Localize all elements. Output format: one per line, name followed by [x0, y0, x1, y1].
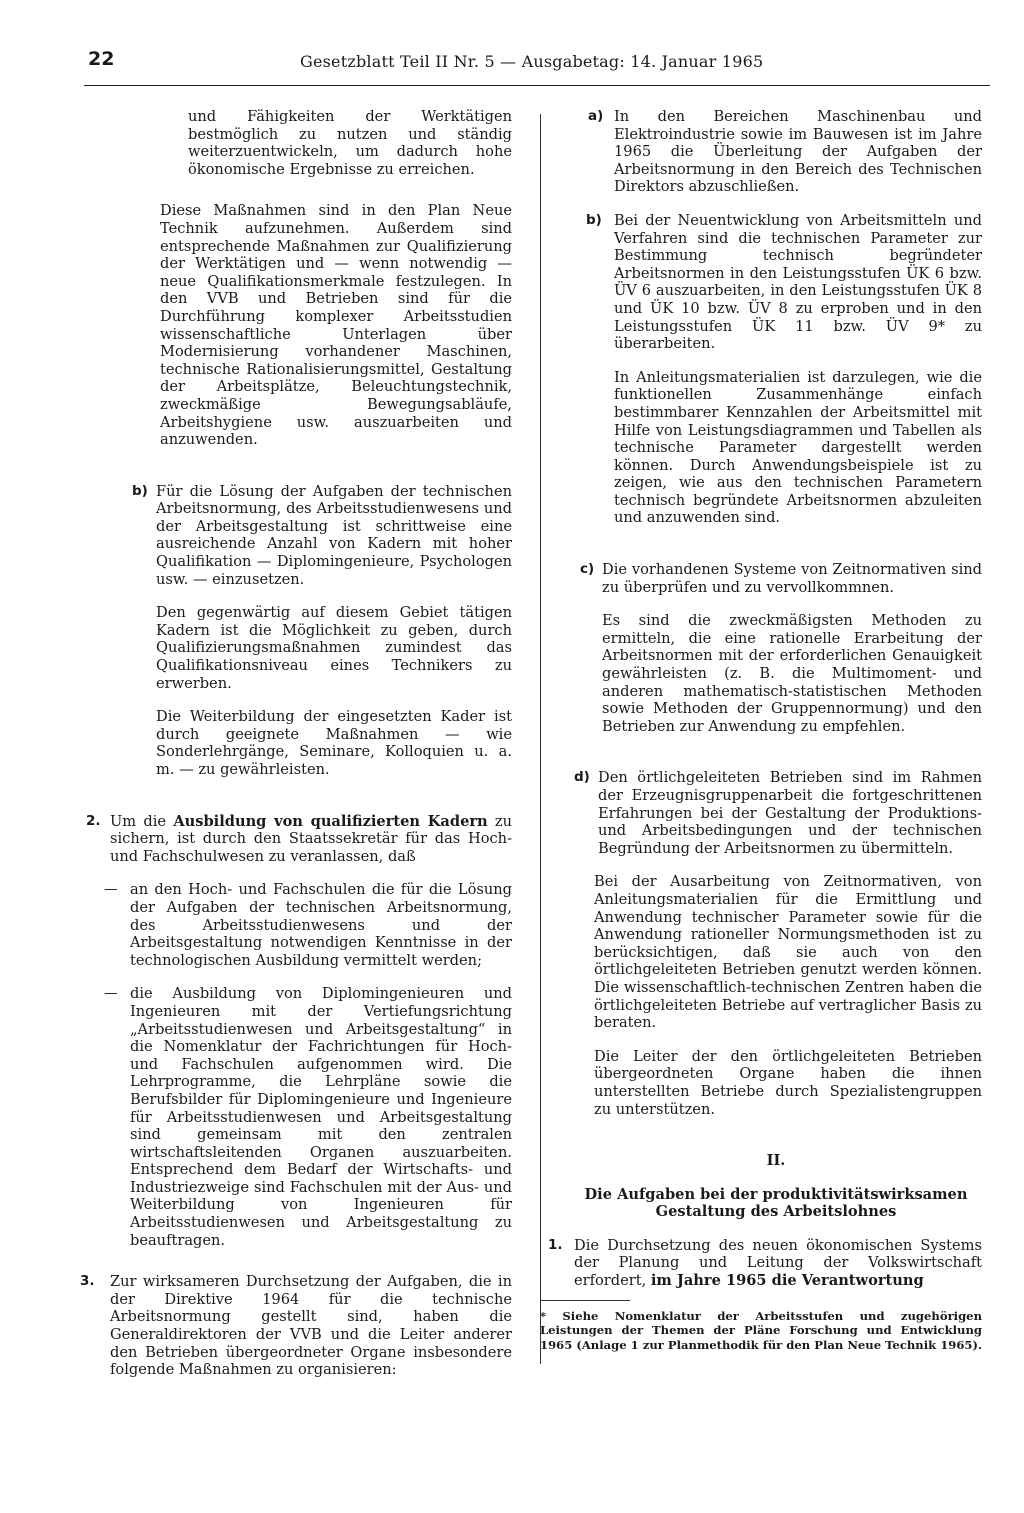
right-item-1-marker: 1. — [548, 1236, 563, 1253]
right-item-b-paragraph-2: In Anleitungsmaterialien ist darzulegen, wie die funktionellen Zusammenhänge einfach bestimmbarer Kennzahlen der Arbeitsmittel mit Hilfe von Leistungsdiagrammen und Tabellen als technische Parameter dargestellt werden können. Durch Anwendungsbeispiele ist zu zeigen, wie aus den technischen Parametern technisch begründete Arbeitsnormen abzuleiten und anzuwenden sind. — [614, 368, 982, 527]
right-item-d-marker: d) — [574, 769, 590, 786]
left-column — [80, 108, 512, 1379]
header-title: Gesetzblatt Teil II Nr. 5 — Ausgabetag: 14. Januar 1965 — [300, 52, 764, 71]
left-dash-marker-2: — — [104, 985, 118, 1002]
right-item-c-paragraph-2: Es sind die zweckmäßigsten Methoden zu ermitteln, die eine rationelle Erarbeitung der Arbeitsnormen mit der erforderlichen Genauigkeit gewährleisten (z. B. die Multimoment- und anderen mathematisch-statistischen Methoden sowie Methoden der Gruppennormung) und den Betrieben zur Anwendung zu empfehlen. — [602, 612, 982, 735]
footnote: * Siehe Nomenklatur der Arbeitsstufen und zugehörigen Leistungen der Themen der Pläne Forschung und Entwicklung 1965 (Anlage 1 zur Planmethodik für den Plan Neue Technik 1965). — [540, 1308, 982, 1352]
section-number: II. — [766, 1152, 786, 1170]
right-column — [540, 108, 982, 1352]
column-divider — [540, 114, 541, 1364]
left-item-2-text — [110, 813, 512, 866]
left-item-3-text: Zur wirksameren Durchsetzung der Aufgaben, die in der Direktive 1964 für die technische Arbeitsnormung gestellt sind, haben die Generaldirektoren der VVB und die Leiter anderer den Betrieben übergeordneter Organe insbesondere folgende Maßnahmen zu organisieren: — [110, 1273, 512, 1379]
right-item-b-text: Bei der Neuentwicklung von Arbeitsmitteln und Verfahren sind die technischen Parameter zur Bestimmung technisch begründeter Arbeitsnormen in den Leistungsstufen ÜK 6 bzw. ÜV 6 auszuarbeiten, in den Leistungsstufen ÜK 8 und ÜK 10 bzw. ÜV 8 zu erproben und in den Leistungsstufen ÜK 11 bzw. ÜV 9* zu überarbeiten. — [614, 211, 982, 353]
left-dash-item-2 — [104, 985, 512, 1249]
left-item-3 — [80, 1273, 512, 1379]
right-item-d — [574, 769, 982, 857]
section-title-line-2: Gestaltung des Arbeitslohnes — [655, 1203, 897, 1221]
left-item-2-text-start: Um die — [110, 812, 174, 830]
right-item-c — [580, 561, 982, 596]
left-paragraph-continued: und Fähigkeiten der Werktätigen bestmöglich zu nutzen und ständig weiterzuentwickeln, um dadurch hohe ökonomische Ergebnisse zu erreichen. — [188, 108, 512, 178]
right-item-a — [588, 108, 982, 196]
left-item-b — [132, 483, 512, 589]
right-item-d-paragraph-2: Bei der Ausarbeitung von Zeitnormativen, von Anleitungsmaterialien für die Ermittlung und Anwendung technischer Parameter sowie für die Anwendung rationeller Normungsmethoden ist zu berücksichtigen, daß sie auch von den örtlichgeleiteten Betrieben genutzt werden können. Die wissenschaftlich-technischen Zentren haben die örtlichgeleiteten Betriebe auf vertraglicher Basis zu beraten. — [594, 873, 982, 1032]
right-item-a-text: In den Bereichen Maschinenbau und Elektroindustrie sowie im Bauwesen ist im Jahre 1965 die Überleitung der Aufgaben der Arbeitsnormung in den Bereich des Technischen Direktors abzuschließen. — [614, 108, 982, 196]
left-paragraph-measures: Diese Maßnahmen sind in den Plan Neue Technik aufzunehmen. Außerdem sind entsprechende Maßnahmen zur Qualifizierung der Werktätigen und — wenn notwendig — neue Qualifikationsmerkmale festzulegen. In den VVB und Betrieben sind für die Durchführung komplexer Arbeitsstudien wissenschaftliche Unterlagen über Modernisierung vorhandener Maschinen, technische Rationalisierungsmittel, Gestaltung der Arbeitsplätze, Beleuchtungstechnik, zweckmäßige Bewegungsabläufe, Arbeitshygiene usw. auszuarbeiten und anzuwenden. — [160, 202, 512, 449]
section-title-line-1: Die Aufgaben bei der produktivitätswirksamen — [584, 1185, 968, 1203]
right-item-d-paragraph-3: Die Leiter der den örtlichgeleiteten Betrieben übergeordneten Organe haben die ihnen unterstellten Betriebe durch Spezialistengruppen zu unterstützen. — [594, 1047, 982, 1118]
right-item-b-marker: b) — [586, 211, 602, 228]
left-item-b-paragraph-3: Die Weiterbildung der eingesetzten Kader ist durch geeignete Maßnahmen — wie Sonderlehrgänge, Seminare, Kolloquien u. a. m. — zu gewährleisten. — [156, 708, 512, 778]
left-item-2-text-end: zu sichern, ist durch den Staatssekretär für das Hoch- und Fachschulwesen zu veranlassen, daß — [110, 812, 513, 865]
left-dash-item-2-text: die Ausbildung von Diplomingenieuren und Ingenieuren mit der Vertiefungsrichtung „Arbeitsstudienwesen und Arbeitsgestaltung“ in die Nomenklatur der Fachrichtungen für Hoch- und Fachschulen aufgenommen wird. Die Lehrprogramme, die Lehrpläne sowie die Berufsbilder für Diplomingenieure und Ingenieure für Arbeitsstudienwesen und Arbeitsgestaltung sind gemeinsam mit den zentralen wirtschaftsleitenden Organen auszuarbeiten. Entsprechend dem Bedarf der Wirtschafts- und Industriezweige sind Fachschulen mit der Aus- und Weiterbildung von Ingenieuren für Arbeitsstudienwesen und Arbeitsgestaltung zu beauftragen. — [130, 985, 512, 1249]
left-item-3-marker: 3. — [80, 1273, 95, 1290]
footnote-rule — [540, 1300, 630, 1301]
left-dash-item-1-text: an den Hoch- und Fachschulen die für die Lösung der Aufgaben der technischen Arbeitsnormung, des Arbeitsstudienwesens und der Arbeitsgestaltung notwendigen Kenntnisse in der technologischen Ausbildung vermittelt werden; — [130, 881, 512, 969]
left-item-2-marker: 2. — [86, 812, 101, 829]
left-dash-marker-1: — — [104, 881, 118, 898]
right-item-1 — [548, 1237, 982, 1290]
right-item-a-marker: a) — [588, 108, 604, 124]
right-item-1-text-start: Die Durchsetzung des neuen ökonomischen Systems der Planung und Leitung der Volkswirtschaft erfordert, — [574, 1236, 982, 1290]
left-item-2 — [86, 813, 512, 866]
page-header — [84, 45, 990, 86]
page-number: 22 — [88, 48, 115, 70]
left-item-b-marker: b) — [132, 482, 148, 499]
right-item-b — [586, 212, 982, 353]
right-item-1-text — [574, 1237, 982, 1290]
left-dash-item-1 — [104, 881, 512, 969]
right-item-1-emphasis: im Jahre 1965 die Verantwortung — [650, 1272, 924, 1290]
left-item-b-text: Für die Lösung der Aufgaben der technischen Arbeitsnormung, des Arbeitsstudienwesens und der Arbeitsgestaltung ist schrittweise eine ausreichende Anzahl von Kadern mit hoher Qualifikation — Diplomingenieure, Psychologen usw. — einzusetzen. — [156, 482, 512, 588]
left-item-2-emphasis: Ausbildung von qualifizierten Kadern — [173, 812, 488, 830]
right-item-d-text: Den örtlichgeleiteten Betrieben sind im Rahmen der Erzeugnisgruppenarbeit die fortgeschrittenen Erfahrungen bei der Gestaltung der Produktions- und Arbeitsbedingungen und der technischen Begründung der Arbeitsnormen zu übermitteln. — [598, 769, 982, 857]
right-item-c-text: Die vorhandenen Systeme von Zeitnormativen sind zu überprüfen und zu vervollkommnen. — [602, 561, 982, 596]
section-title — [570, 1186, 982, 1221]
left-item-b-paragraph-2: Den gegenwärtig auf diesem Gebiet tätigen Kadern ist die Möglichkeit zu geben, durch Qualifizierungsmaßnahmen zumindest das Qualifikationsniveau eines Technikers zu erwerben. — [156, 604, 512, 692]
right-item-c-marker: c) — [580, 561, 595, 578]
